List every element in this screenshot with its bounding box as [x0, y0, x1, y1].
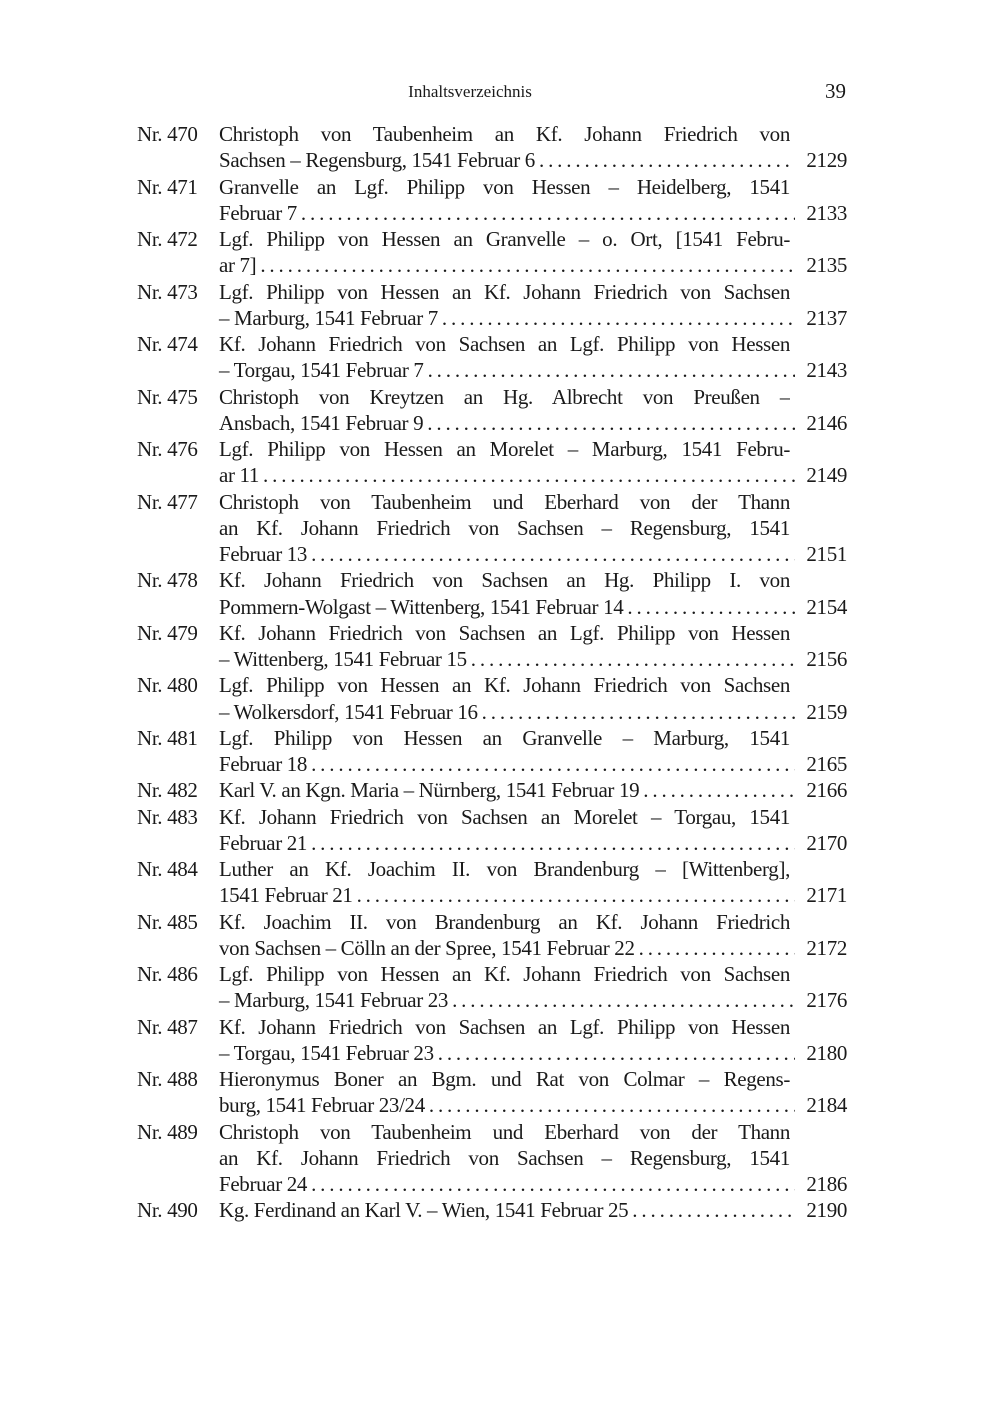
toc-entry[interactable] [137, 279, 847, 332]
entry-title-line: – Marburg, 1541 Februar 23 [219, 988, 449, 1013]
entry-title-line: Kf. Johann Friedrich von Sachsen an Lgf. Philipp von Hessen [219, 620, 790, 645]
toc-entry[interactable] [137, 856, 847, 909]
dot-leader [259, 462, 795, 488]
entry-number: Nr. 477 [137, 489, 198, 514]
dot-leader [307, 541, 795, 567]
toc-entry[interactable] [137, 725, 847, 778]
entry-page-number: 2156 [806, 647, 847, 671]
dot-leader [448, 987, 795, 1013]
entry-title-line: Februar 21 [219, 830, 308, 855]
entry-title-line: Februar 7 [219, 200, 297, 225]
toc-entry[interactable] [137, 436, 847, 489]
dot-leader [423, 410, 795, 436]
toc-entry[interactable] [137, 331, 847, 384]
entry-number: Nr. 471 [137, 174, 198, 199]
toc-entry[interactable] [137, 909, 847, 962]
toc-entry[interactable] [137, 961, 847, 1014]
toc-entry[interactable] [137, 777, 847, 803]
entry-page-number: 2135 [806, 253, 847, 278]
entry-page-number: 2184 [806, 1093, 847, 1118]
entry-number: Nr. 473 [137, 279, 198, 304]
entry-title-line: Kf. Johann Friedrich von Sachsen an Morelet – Torgau, 1541 [219, 804, 790, 829]
entry-number: Nr. 488 [137, 1067, 198, 1091]
page-number: 39 [825, 79, 846, 103]
entry-title-line: Kf. Johann Friedrich von Sachsen an Lgf. Philipp von Hessen [219, 1014, 790, 1039]
dot-leader [307, 751, 795, 777]
entry-page-number: 2143 [806, 358, 847, 383]
entry-number: Nr. 472 [137, 227, 198, 251]
dot-leader [353, 882, 795, 908]
entry-title-line: Pommern-Wolgast – Wittenberg, 1541 Februar 14 [219, 594, 624, 619]
toc-entry[interactable] [137, 226, 847, 279]
entry-title-line: Karl V. an Kgn. Maria – Nürnberg, 1541 Februar 19 [219, 778, 640, 803]
entry-title-line: – Wolkersdorf, 1541 Februar 16 [219, 699, 478, 724]
dot-leader [307, 1171, 795, 1197]
dot-leader [628, 1197, 795, 1223]
entry-title-line: – Wittenberg, 1541 Februar 15 [219, 647, 467, 671]
entry-number: Nr. 481 [137, 725, 198, 750]
entry-page-number: 2186 [806, 1172, 847, 1196]
entry-page-number: 2151 [806, 542, 847, 566]
entry-number: Nr. 484 [137, 857, 198, 881]
entry-number: Nr. 485 [137, 909, 198, 934]
toc-entry[interactable] [137, 174, 847, 227]
dot-leader [635, 935, 795, 961]
entry-title-line: Februar 24 [219, 1172, 308, 1196]
entry-number: Nr. 486 [137, 962, 198, 986]
dot-leader [467, 646, 795, 672]
toc-entry[interactable] [137, 804, 847, 857]
table-of-contents [137, 121, 847, 1224]
entry-page-number: 2154 [806, 594, 847, 619]
toc-entry[interactable] [137, 620, 847, 673]
entry-title-line: an Kf. Johann Friedrich von Sachsen – Regensburg, 1541 [219, 515, 790, 540]
entry-page-number: 2133 [806, 200, 847, 225]
entry-title-line: – Torgau, 1541 Februar 23 [219, 1040, 434, 1065]
toc-entry[interactable] [137, 1014, 847, 1067]
entry-title-line: Kf. Joachim II. von Brandenburg an Kf. Johann Friedrich [219, 909, 790, 934]
dot-leader [256, 252, 795, 278]
entry-page-number: 2166 [806, 778, 847, 803]
toc-entry[interactable] [137, 489, 847, 568]
entry-number: Nr. 470 [137, 122, 198, 146]
entry-title-line: Christoph von Taubenheim und Eberhard von der Thann [219, 1119, 790, 1144]
entry-title-line: Granvelle an Lgf. Philipp von Hessen – Heidelberg, 1541 [219, 174, 790, 199]
dot-leader [639, 777, 795, 803]
entry-title-line: Lgf. Philipp von Hessen an Morelet – Marburg, 1541 Febru- [219, 437, 790, 461]
entry-number: Nr. 478 [137, 568, 198, 593]
entry-title-line: Ansbach, 1541 Februar 9 [219, 410, 424, 435]
entry-title-line: – Torgau, 1541 Februar 7 [219, 358, 424, 383]
entry-page-number: 2180 [806, 1040, 847, 1065]
entry-title-line: Februar 18 [219, 752, 308, 776]
entry-title-line: Lgf. Philipp von Hessen an Kf. Johann Friedrich von Sachsen [219, 673, 790, 698]
entry-title-line: Sachsen – Regensburg, 1541 Februar 6 [219, 148, 535, 173]
entry-page-number: 2146 [806, 410, 847, 435]
entry-title-line: an Kf. Johann Friedrich von Sachsen – Regensburg, 1541 [219, 1145, 790, 1170]
entry-number: Nr. 482 [137, 778, 198, 803]
entry-number: Nr. 476 [137, 437, 198, 461]
entry-number: Nr. 475 [137, 384, 198, 409]
toc-entry[interactable] [137, 121, 847, 174]
entry-number: Nr. 487 [137, 1014, 198, 1039]
entry-title-line: Luther an Kf. Joachim II. von Brandenburg – [Wittenberg], [219, 857, 790, 881]
running-header-title: Inhaltsverzeichnis [408, 82, 532, 101]
entry-number: Nr. 480 [137, 673, 198, 698]
dot-leader [535, 147, 795, 173]
entry-title-line: Lgf. Philipp von Hessen an Granvelle – Marburg, 1541 [219, 725, 790, 750]
entry-title-line: Hieronymus Boner an Bgm. und Rat von Colmar – Regens- [219, 1067, 790, 1091]
entry-title-line: von Sachsen – Cölln an der Spree, 1541 Februar 22 [219, 935, 635, 960]
entry-page-number: 2190 [806, 1198, 847, 1223]
dot-leader [434, 1040, 795, 1066]
dot-leader [425, 1092, 795, 1118]
toc-entry[interactable] [137, 384, 847, 437]
toc-entry[interactable] [137, 567, 847, 620]
entry-title-line: Christoph von Taubenheim und Eberhard von der Thann [219, 489, 790, 514]
dot-leader [424, 357, 795, 383]
entry-page-number: 2149 [806, 463, 847, 488]
entry-title-line: Februar 13 [219, 542, 308, 566]
entry-number: Nr. 474 [137, 332, 198, 356]
entry-title-line: – Marburg, 1541 Februar 7 [219, 305, 438, 330]
entry-page-number: 2172 [806, 935, 847, 960]
dot-leader [307, 830, 795, 856]
entry-page-number: 2159 [806, 699, 847, 724]
toc-entry[interactable] [137, 1197, 847, 1223]
entry-page-number: 2165 [806, 752, 847, 776]
dot-leader [438, 305, 795, 331]
entry-title-line: ar 7] [219, 253, 257, 278]
entry-title-line: Kf. Johann Friedrich von Sachsen an Lgf. Philipp von Hessen [219, 332, 790, 356]
dot-leader [478, 699, 795, 725]
entry-page-number: 2170 [806, 830, 847, 855]
entry-number: Nr. 489 [137, 1119, 198, 1144]
entry-title-line: ar 11 [219, 463, 260, 488]
entry-page-number: 2137 [806, 305, 847, 330]
entry-title-line: Lgf. Philipp von Hessen an Granvelle – o. Ort, [1541 Febru- [219, 227, 790, 251]
toc-entry[interactable] [137, 1119, 847, 1198]
dot-leader [623, 594, 795, 620]
toc-entry[interactable] [137, 672, 847, 725]
entry-title-line: Lgf. Philipp von Hessen an Kf. Johann Friedrich von Sachsen [219, 962, 790, 986]
entry-number: Nr. 483 [137, 804, 198, 829]
entry-page-number: 2176 [806, 988, 847, 1013]
entry-title-line: Kf. Johann Friedrich von Sachsen an Hg. Philipp I. von [219, 568, 790, 593]
dot-leader [297, 200, 795, 226]
entry-title-line: Christoph von Taubenheim an Kf. Johann Friedrich von [219, 122, 790, 146]
entry-title-line: Christoph von Kreytzen an Hg. Albrecht von Preußen – [219, 384, 790, 409]
entry-number: Nr. 479 [137, 620, 198, 645]
entry-title-line: Kg. Ferdinand an Karl V. – Wien, 1541 Februar 25 [219, 1198, 629, 1223]
entry-title-line: Lgf. Philipp von Hessen an Kf. Johann Friedrich von Sachsen [219, 279, 790, 304]
entry-page-number: 2129 [806, 148, 847, 173]
toc-entry[interactable] [137, 1066, 847, 1119]
entry-number: Nr. 490 [137, 1198, 198, 1223]
entry-title-line: 1541 Februar 21 [219, 883, 353, 908]
entry-page-number: 2171 [806, 883, 847, 908]
entry-title-line: burg, 1541 Februar 23/24 [219, 1093, 425, 1118]
